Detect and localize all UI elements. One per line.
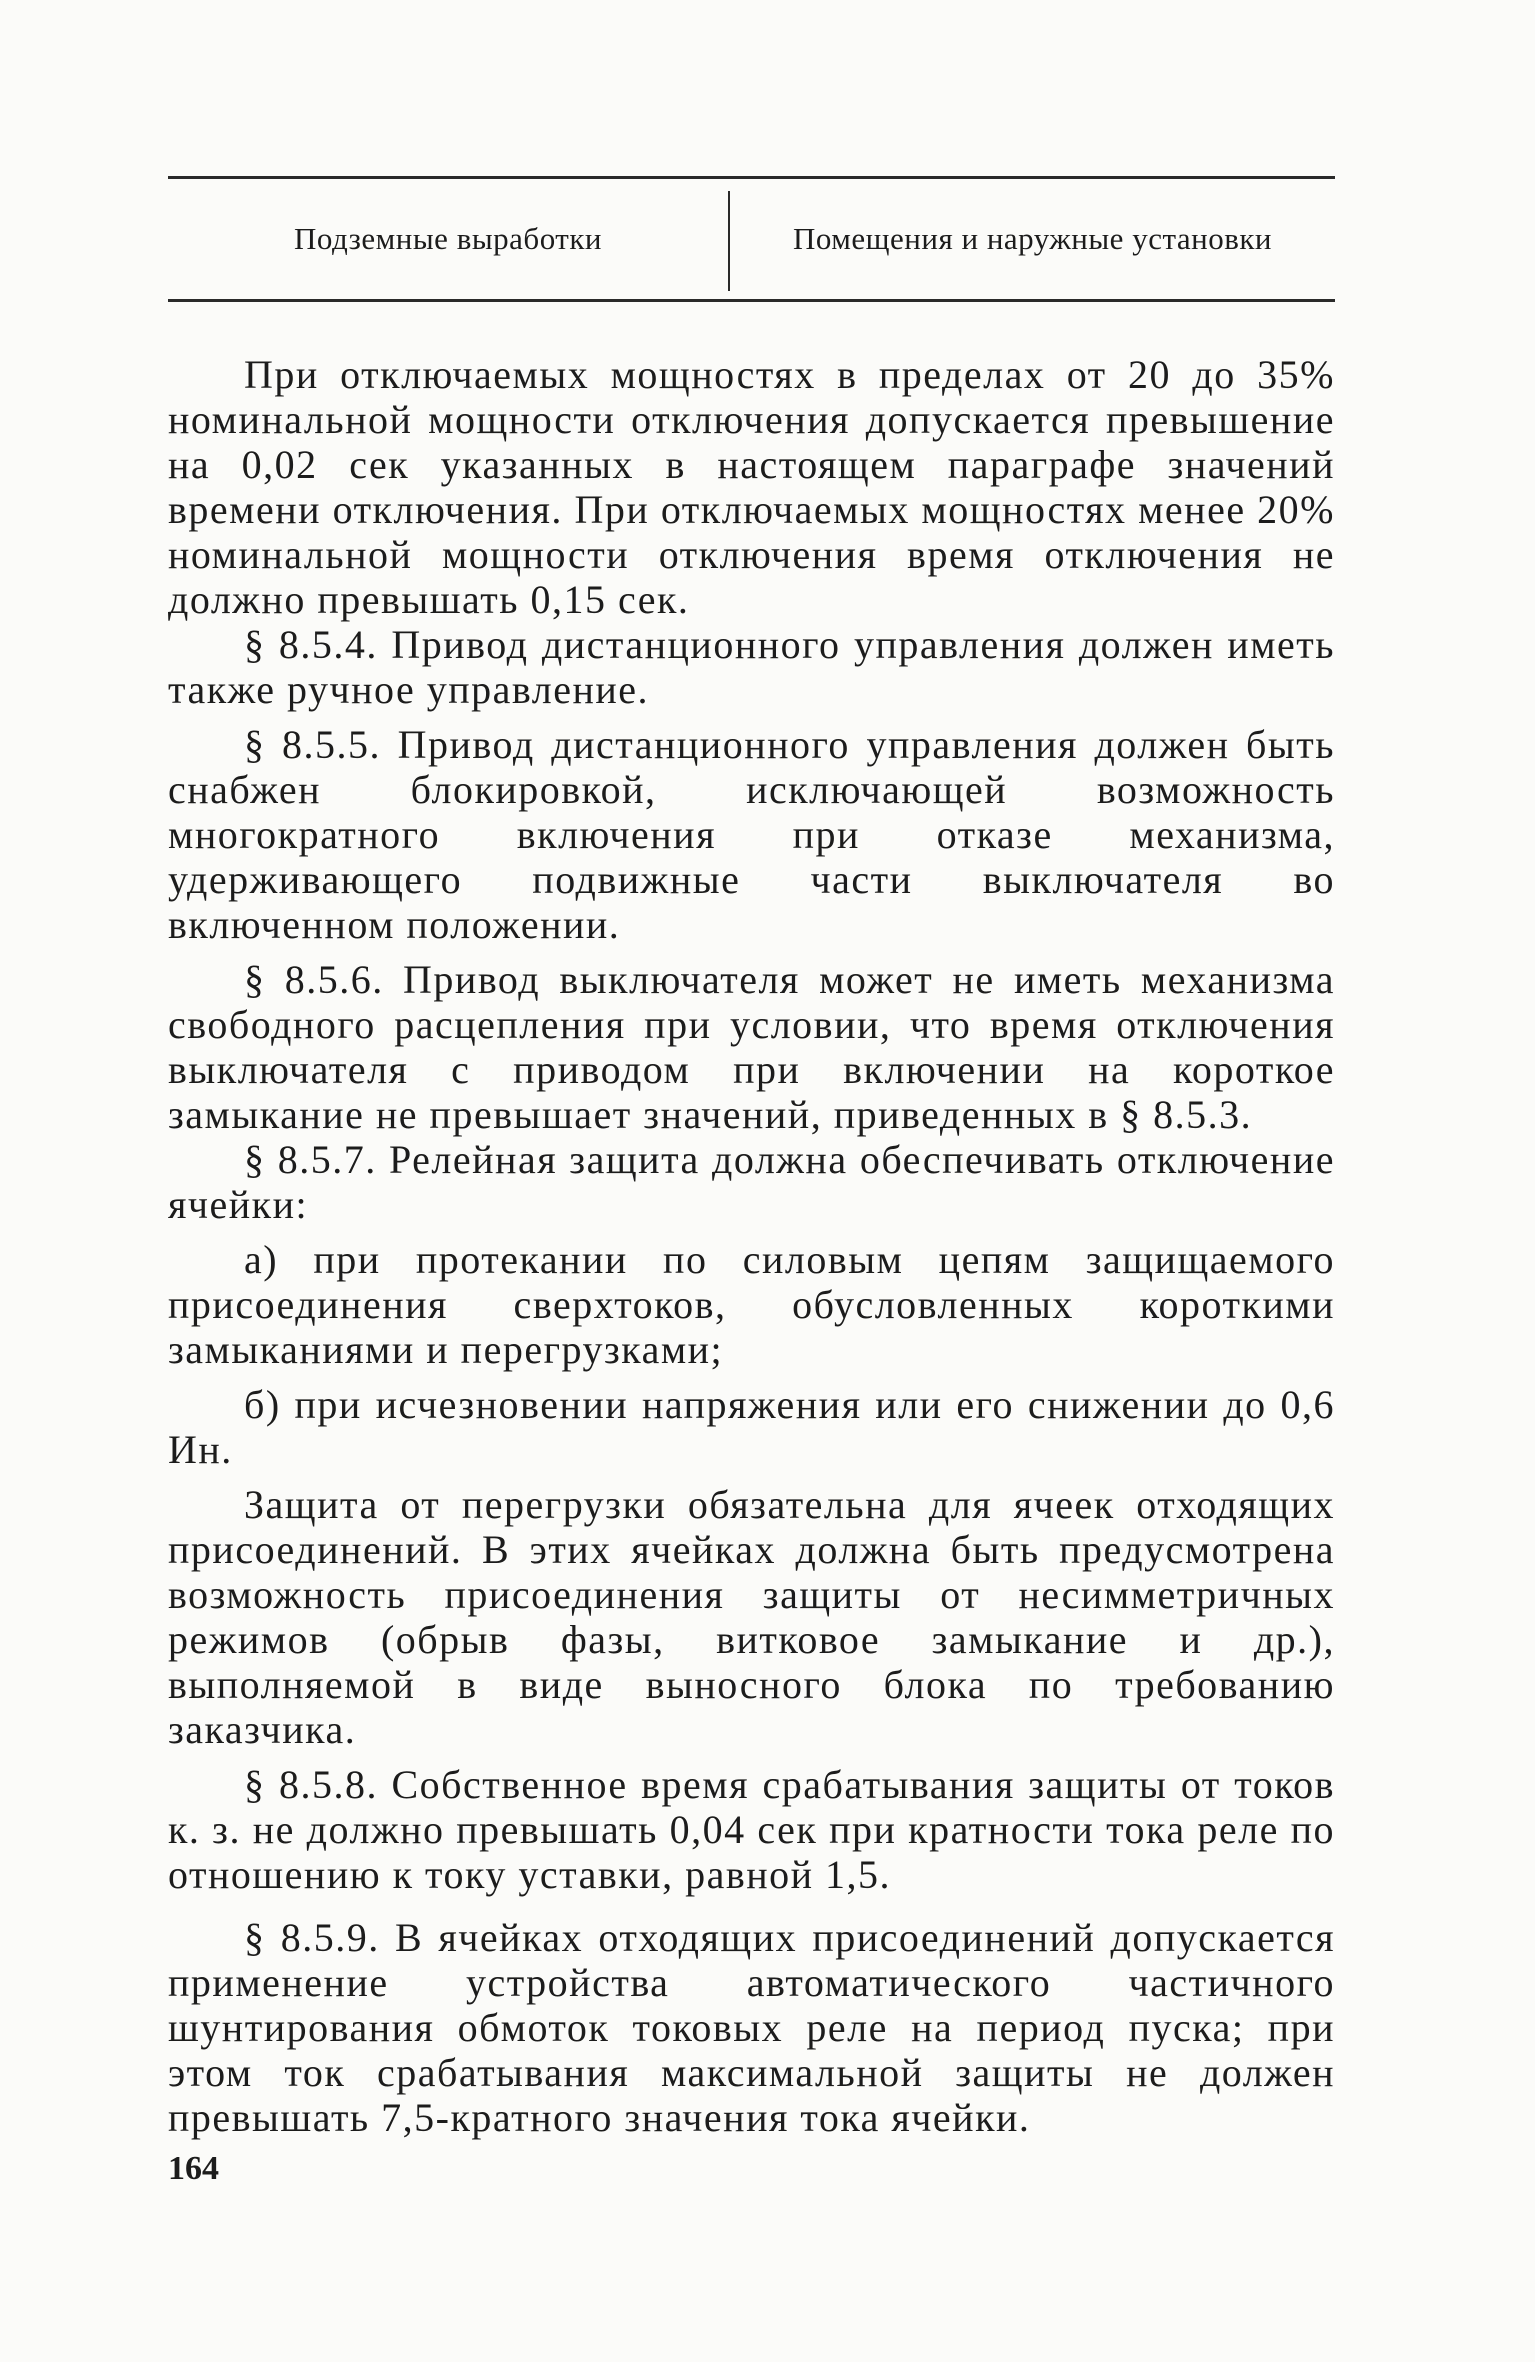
paragraph-8-5-5: § 8.5.5. Привод дистанционного управления должен быть снабжен блокировкой, исключающей возможность многократного включения при отказе механизма, удерживающего подвижные части выключателя во включенном положении. [168,722,1335,947]
paragraph-8-5-7: § 8.5.7. Релейная защита должна обеспечивать отключение ячейки: [168,1137,1335,1227]
list-item-b: б) при исчезновении напряжения или его снижении до 0,6 Ин. [168,1382,1335,1472]
paragraph-overload-protection: Защита от перегрузки обязательна для ячеек отходящих присоединений. В этих ячейках должна быть предусмотрена возможность присоединения защиты от несимметричных режимов (обрыв фазы, витковое замыкание и др.), выполняемой в виде выносного блока по требованию заказчика. [168,1482,1335,1752]
list-item-a: а) при протекании по силовым цепям защищаемого присоединения сверхтоков, обусловленных короткими замыканиями и перегрузками; [168,1237,1335,1372]
paragraph-8-5-6: § 8.5.6. Привод выключателя может не иметь механизма свободного расцепления при условии, что время отключения выключателя с приводом при включении на короткое замыкание не превышает значений, приведенных в § 8.5.3. [168,957,1335,1137]
paragraph-8-5-4: § 8.5.4. Привод дистанционного управления должен иметь также ручное управление. [168,622,1335,712]
running-header [168,176,1335,302]
body-text [168,352,1335,2140]
header-right-column: Помещения и наружные установки [792,221,1273,256]
page-number: 164 [168,2150,219,2187]
paragraph-8-5-9: § 8.5.9. В ячейках отходящих присоединений допускается применение устройства автоматического частичного шунтирования обмоток токовых реле на период пуска; при этом ток срабатывания максимальной защиты не должен превышать 7,5-кратного значения тока ячейки. [168,1915,1335,2140]
paragraph-8-5-8: § 8.5.8. Собственное время срабатывания защиты от токов к. з. не должно превышать 0,04 сек при кратности тока реле по отношению к току уставки, равной 1,5. [168,1762,1335,1897]
header-left-column: Подземные выработки [294,221,602,256]
paragraph-intro: При отключаемых мощностях в пределах от 20 до 35% номинальной мощности отключения допускается превышение на 0,02 сек указанных в настоящем параграфе значений времени отключения. При отключаемых мощностях менее 20% номинальной мощности отключения время отключения не должно превышать 0,15 сек. [168,352,1335,622]
